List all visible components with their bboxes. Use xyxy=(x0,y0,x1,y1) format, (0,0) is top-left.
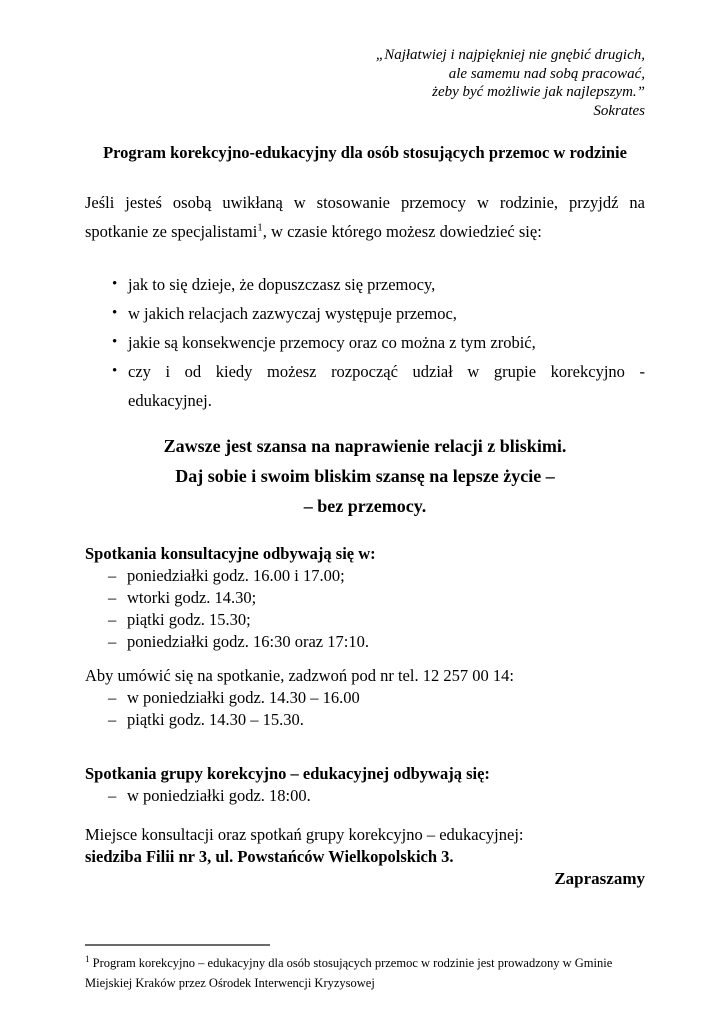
footnote-number: 1 xyxy=(85,953,90,964)
document-title: Program korekcyjno-edukacyjny dla osób stosujących przemoc w rodzinie xyxy=(103,143,627,162)
group-schedule-list xyxy=(85,785,645,807)
intro-line-2-tail: , w czasie którego możesz dowiedzieć się: xyxy=(262,222,542,241)
schedule-item xyxy=(85,785,645,807)
schedule-item xyxy=(85,565,645,587)
schedule-item xyxy=(85,709,645,731)
footnote-area xyxy=(85,944,645,993)
list-item-text: jakie są konsekwencje przemocy oraz co można z tym zrobić, xyxy=(128,333,536,352)
schedule-item-text: poniedziałki godz. 16:30 oraz 17:10. xyxy=(127,632,369,651)
motivational-line-3: – bez przemocy. xyxy=(303,496,427,516)
list-item xyxy=(85,328,645,357)
phone-intro: Aby umówić się na spotkanie, zadzwoń pod nr tel. 12 257 00 14: xyxy=(85,666,514,685)
dash-icon: – xyxy=(108,710,117,729)
motivational-line-2: Daj sobie i swoim bliskim szansę na lepsze życie – xyxy=(175,466,555,486)
location-line: Miejsce konsultacji oraz spotkań grupy korekcyjno – edukacyjnej: xyxy=(85,825,524,844)
schedule-item-text: poniedziałki godz. 16.00 i 17.00; xyxy=(127,566,345,585)
footnote-ref-superscript: 1 xyxy=(257,221,263,234)
list-item-text: w jakich relacjach zazwyczaj występuje przemoc, xyxy=(128,304,457,323)
quote-line-3: żeby być możliwie jak najlepszym.” xyxy=(432,84,645,100)
schedule-item-text: w poniedziałki godz. 14.30 – 16.00 xyxy=(127,688,360,707)
schedule-item xyxy=(85,609,645,631)
schedule-item-text: piątki godz. 14.30 – 15.30. xyxy=(127,710,304,729)
bullet-icon: • xyxy=(112,276,118,292)
intro-line-2 xyxy=(85,222,542,241)
bullet-icon: • xyxy=(112,334,118,350)
list-item xyxy=(85,357,645,415)
bullet-icon: • xyxy=(112,363,118,379)
motivational-block xyxy=(85,431,645,521)
schedule-item-text: wtorki godz. 14.30; xyxy=(127,588,257,607)
list-item-text-line-1: czy i od kiedy możesz rozpocząć udział w grupie korekcyjno - xyxy=(128,362,645,381)
footnote-text: Program korekcyjno – edukacyjny dla osób stosujących przemoc w rodzinie jest prowadzony w Gminie Miejskiej Kraków przez Ośrodek Interwencji Kryzysowej xyxy=(85,956,613,990)
location-address: siedziba Filii nr 3, ul. Powstańców Wielkopolskich 3. xyxy=(85,847,454,866)
schedule-item xyxy=(85,687,645,709)
quote-line-1: „Najłatwiej i najpiękniej nie gnębić drugich, xyxy=(375,47,645,63)
benefits-list xyxy=(85,270,645,415)
dash-icon: – xyxy=(108,610,117,629)
dash-icon: – xyxy=(108,632,117,651)
intro-line-2-text: spotkanie ze specjalistami xyxy=(85,222,258,241)
consultations-heading: Spotkania konsultacyjne odbywają się w: xyxy=(85,544,376,563)
phone-schedule-list xyxy=(85,687,645,731)
footnote-separator xyxy=(85,944,270,946)
intro-paragraph xyxy=(85,188,645,246)
quote-author: Sokrates xyxy=(593,102,645,119)
schedule-item xyxy=(85,631,645,653)
motivational-line-1: Zawsze jest szansa na naprawienie relacji z bliskimi. xyxy=(163,436,567,456)
dash-icon: – xyxy=(108,786,117,805)
schedule-item-text: w poniedziałki godz. 18:00. xyxy=(127,786,311,805)
list-item xyxy=(85,270,645,299)
list-item-text xyxy=(128,357,645,415)
intro-line-1: Jeśli jesteś osobą uwikłaną w stosowanie przemocy w rodzinie, przyjdź na xyxy=(85,193,645,212)
list-item xyxy=(85,299,645,328)
bullet-icon: • xyxy=(112,305,118,321)
dash-icon: – xyxy=(108,588,117,607)
closing-signature: Zapraszamy xyxy=(554,869,645,888)
epigraph-quote xyxy=(85,0,645,120)
dash-icon: – xyxy=(108,688,117,707)
group-heading: Spotkania grupy korekcyjno – edukacyjnej odbywają się: xyxy=(85,764,490,783)
schedule-item-text: piątki godz. 15.30; xyxy=(127,610,251,629)
list-item-text: jak to się dzieje, że dopuszczasz się przemocy, xyxy=(128,275,436,294)
location-block xyxy=(85,824,645,890)
quote-line-2: ale samemu nad sobą pracować, xyxy=(448,65,645,82)
consultations-schedule-list xyxy=(85,565,645,653)
list-item-text-line-2: edukacyjnej. xyxy=(128,391,212,410)
dash-icon: – xyxy=(108,566,117,585)
schedule-item xyxy=(85,587,645,609)
footnote xyxy=(85,954,645,993)
